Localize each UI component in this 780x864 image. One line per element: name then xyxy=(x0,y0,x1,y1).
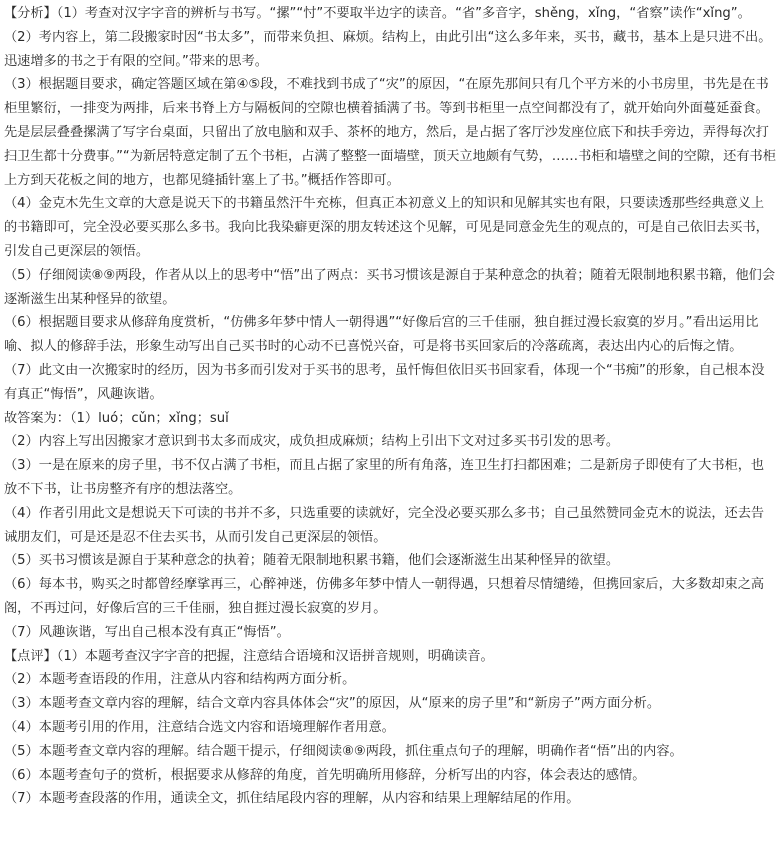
answer-line-5: （5）买书习惯该是源自于某种意念的执着；随着无限制地积累书籍，他们会逐渐滋生出某种怪异的欲望。 xyxy=(4,553,620,569)
comments-section xyxy=(4,645,776,812)
answer-line-4: （4）作者引用此文是想说天下可读的书并不多，只选重要的读就好，完全没必要买那么多书；自己虽然赞同金克木的说法，还去告诫朋友们，可是还是忍不住去买书，从而引发自己更深层的领悟。 xyxy=(4,505,765,545)
analysis-paragraph-5: （5）仔细阅读⑧⑨两段，作者从以上的思考中“悟”出了两点：买书习惯该是源自于某种意念的执着；随着无限制地积累书籍，他们会逐渐滋生出某种怪异的欲望。 xyxy=(4,267,776,307)
analysis-paragraph-4: （4）金克木先生文章的大意是说天下的书籍虽然汗牛充栋，但真正本初意义上的知识和见解其实也有限，只要读透那些经典意义上的书籍即可，完全没必要买那么多书。我向比我染癖更深的朋友转述这个见解，可见是同意金先生的观点的，可是自己依旧去买书，引发自己更深层的领悟。 xyxy=(4,196,769,259)
analysis-paragraph-3: （3）根据题目要求，确定答题区域在第④⑤段，不难找到书成了“灾”的原因，“在原先那间只有几个平方米的小书房里，书先是在书柜里繁衍，一排变为两排，后来书脊上方与隔板间的空隙也横着插满了书。等到书柜里一点空间都没有了，就开始向外面蔓延蚕食。先是层层叠叠摞满了写字台桌面，只留出了放电脑和双手、茶杯的地方，然后，是占据了客厅沙发座位底下和扶手旁边，弄得每次打扫卫生都十分费事。”“为新居特意定制了五个书柜，占满了整整一面墙壁，顶天立地颇有气势，……书柜和墙壁之间的空隙，还有书柜上方到天花板之间的地方，也都见缝插针塞上了书。”概括作答即可。 xyxy=(4,77,776,188)
analysis-paragraph-7: （7）此文由一次搬家时的经历，因为书多而引发对于买书的思考，虽忏悔但依旧买书回家看，体现一个“书痴”的形象，自己根本没有真正“悔悟”，风趣诙谐。 xyxy=(4,362,765,402)
comment-line-4: （4）本题考引用的作用，注意结合选文内容和语境理解作者用意。 xyxy=(4,719,395,735)
answer-line-2: （2）内容上写出因搬家才意识到书太多而成灾，成负担成麻烦；结构上引出下文对过多买书引发的思考。 xyxy=(4,434,620,450)
comment-line-5: （5）本题考查文章内容的理解。结合题干提示，仔细阅读⑧⑨两段，抓住重点句子的理解，明确作者“悟”出的内容。 xyxy=(4,743,683,759)
answer-line-6: （6）每本书，购买之时都曾经摩挲再三，心醉神迷，仿佛多年梦中情人一朝得遇，只想着尽情缱绻，但携回家后，大多数却束之高阁，不再过问，好像后宫的三千佳丽，独自捱过漫长寂寞的岁月。 xyxy=(4,577,765,616)
answer-line-3: （3）一是在原来的房子里，书不仅占满了书柜，而且占据了家里的所有角落，连卫生打扫都困难；二是新房子即使有了大书柜，也放不下书，让书房整齐有序的想法落空。 xyxy=(4,458,765,497)
analysis-section xyxy=(4,2,776,407)
comment-line-2: （2）本题考查语段的作用，注意从内容和结构两方面分析。 xyxy=(4,672,356,688)
comment-line-7: （7）本题考查段落的作用，通读全文，抓住结尾段内容的理解，从内容和结果上理解结尾的作用。 xyxy=(4,791,580,807)
comment-line-1: 【点评】（1）本题考查汉字字音的把握，注意结合语境和汉语拼音规则，明确读音。 xyxy=(4,648,494,664)
comment-line-6: （6）本题考查句子的赏析，根据要求从修辞的角度，首先明确所用修辞，分析写出的内容，体会表达的感情。 xyxy=(4,767,646,783)
comment-line-3: （3）本题考查文章内容的理解，结合文章内容具体体会“灾”的原因，从“原来的房子里”和“新房子”两方面分析。 xyxy=(4,696,661,712)
analysis-paragraph-6: （6）根据题目要求从修辞角度赏析，“仿佛多年梦中情人一朝得遇”“好像后宫的三千佳丽，独自捱过漫长寂寞的岁月。”看出运用比喻、拟人的修辞手法，形象生动写出自己买书时的心动不已喜悦兴奋，可是将书买回家后的冷落疏离，表达出内心的后悔之情。 xyxy=(4,315,759,355)
answer-line-7: （7）风趣诙谐，写出自己根本没有真正“悔悟”。 xyxy=(4,624,290,640)
analysis-paragraph-2: （2）考内容上，第二段搬家时因“书太多”，而带来负担、麻烦。结构上，由此引出“这么多年来，买书，藏书，基本上是只进不出。迅速增多的书之于有限的空间。”带来的思考。 xyxy=(4,29,772,69)
answer-line-1: 故答案为：（1）luó；cǔn；xǐng；suǐ xyxy=(4,410,229,426)
answers-section xyxy=(4,407,776,645)
analysis-paragraph-1: 【分析】（1）考查对汉字字音的辨析与书写。“摞”“忖”不要取半边字的读音。“省”多音字，shěng，xǐng，“省察”读作“xǐng”。 xyxy=(4,6,751,21)
